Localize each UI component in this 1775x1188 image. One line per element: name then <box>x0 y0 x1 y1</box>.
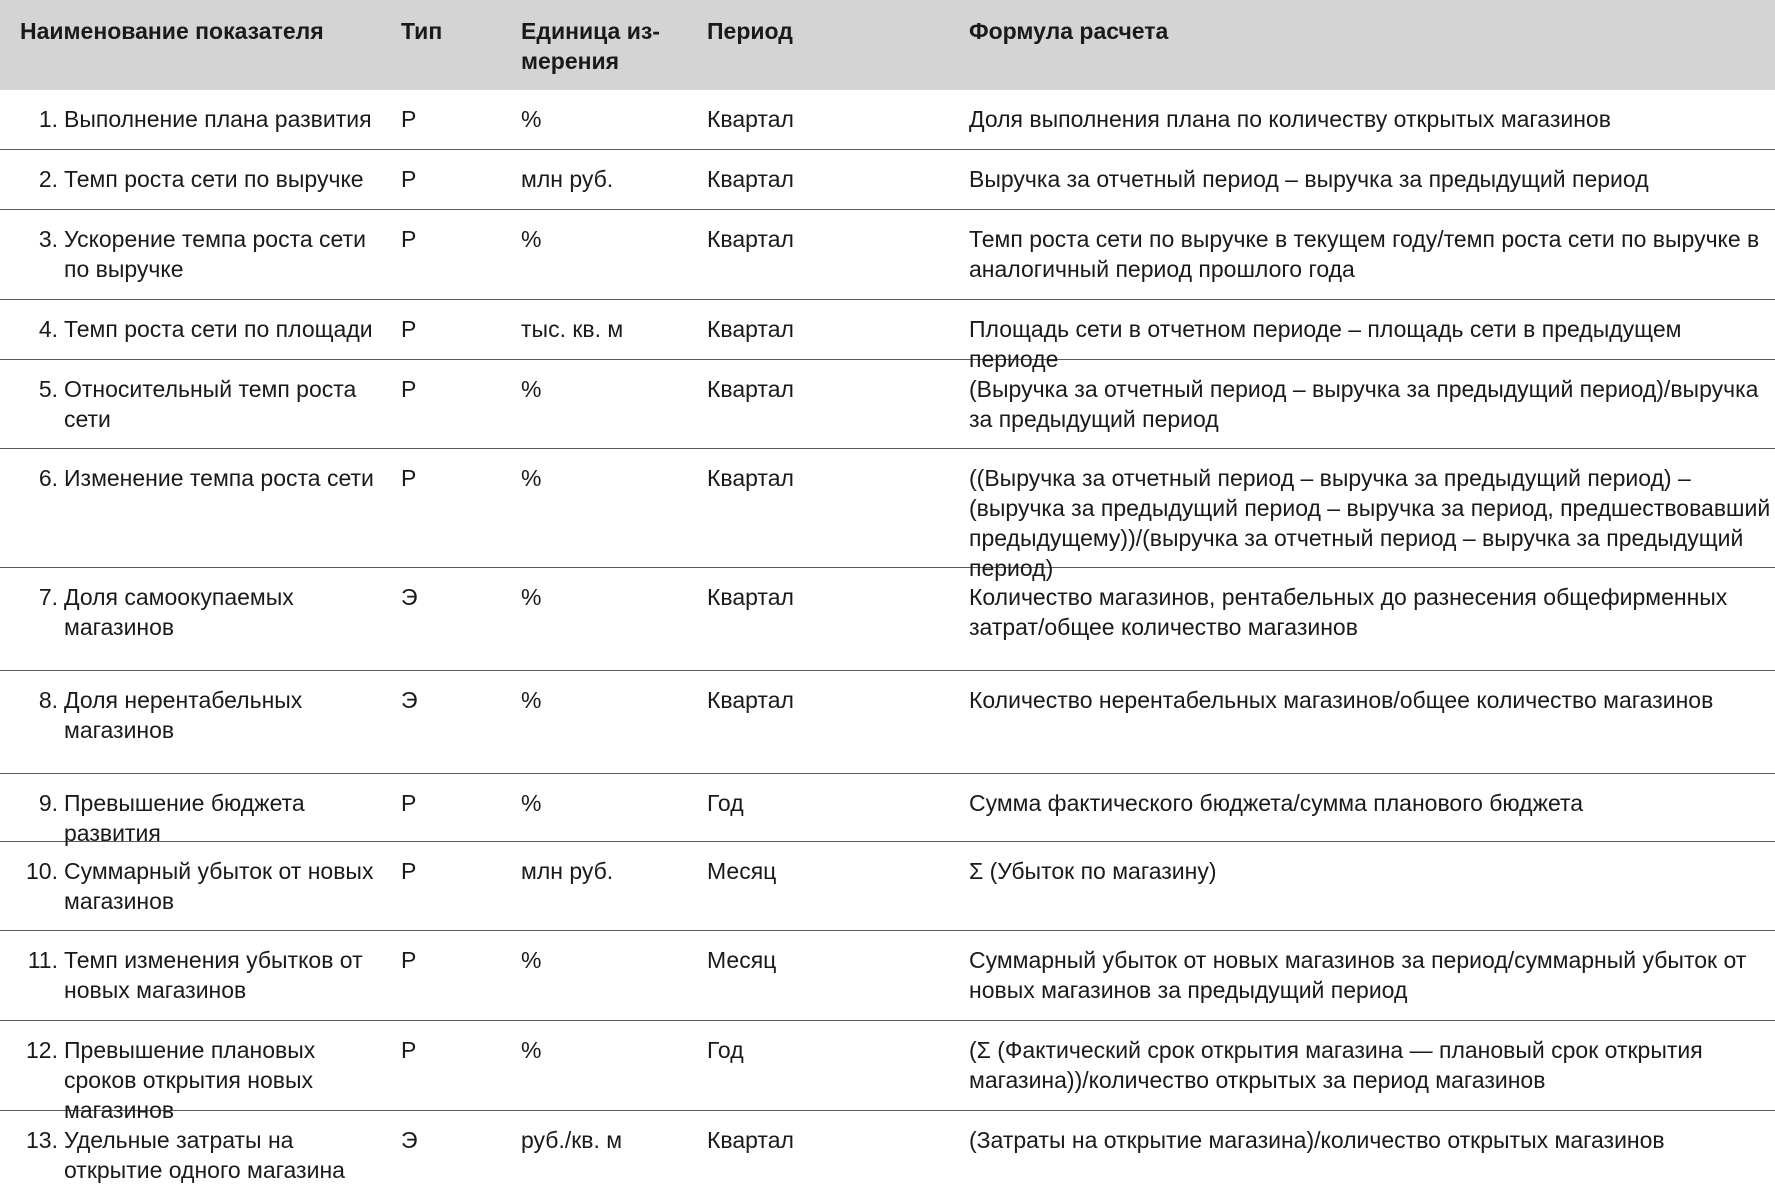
row-number: 7. <box>38 584 58 610</box>
row-unit: % <box>521 106 542 132</box>
row-number: 9. <box>38 790 58 816</box>
table-header-row <box>0 0 1775 90</box>
table-row <box>0 568 1775 671</box>
table-row <box>0 1021 1775 1123</box>
header-unit-line1: Единица из- <box>521 18 660 44</box>
row-name: Темп изменения убытков от новых магазинов <box>64 947 363 1003</box>
row-period: Квартал <box>707 316 794 342</box>
header-name: Наименование показателя <box>20 18 324 44</box>
row-period: Квартал <box>707 106 794 132</box>
row-number: 3. <box>38 226 58 252</box>
row-number: 13. <box>26 1127 58 1153</box>
row-type: Э <box>401 687 418 713</box>
row-number: 8. <box>38 687 58 713</box>
row-type: Э <box>401 584 418 610</box>
row-type: Р <box>401 226 417 252</box>
table-row <box>0 90 1775 150</box>
header-type: Тип <box>401 18 443 44</box>
row-unit: млн руб. <box>521 858 614 884</box>
row-type: Р <box>401 465 417 491</box>
row-formula: Темп роста сети по выручке в текущем году/темп роста сети по выручке в аналогичный период прошлого года <box>969 226 1760 282</box>
row-formula: Количество магазинов, рентабельных до разнесения общефирменных затрат/общее количество магазинов <box>969 584 1728 640</box>
row-period: Год <box>707 790 744 816</box>
row-unit: тыс. кв. м <box>521 316 624 342</box>
row-type: Р <box>401 376 417 402</box>
row-formula: (Затраты на открытие магазина)/количество открытых магазинов <box>969 1127 1665 1153</box>
row-formula: Суммарный убыток от новых магазинов за период/суммарный убыток от новых магазинов за предыдущий период <box>969 947 1747 1003</box>
row-type: Э <box>401 1127 418 1153</box>
row-name: Относительный темп роста сети <box>64 376 357 432</box>
row-formula: Площадь сети в отчетном периоде – площадь сети в предыдущем периоде <box>969 316 1682 372</box>
row-number: 1. <box>38 106 58 132</box>
row-unit: % <box>521 465 542 491</box>
row-name: Доля самоокупаемых магазинов <box>64 584 294 640</box>
row-period: Квартал <box>707 584 794 610</box>
row-period: Квартал <box>707 226 794 252</box>
row-unit: руб./кв. м <box>521 1127 623 1153</box>
row-name: Темп роста сети по выручке <box>64 166 364 192</box>
table-row <box>0 842 1775 931</box>
row-number: 6. <box>38 465 58 491</box>
table-row <box>0 449 1775 581</box>
row-formula: Σ (Убыток по магазину) <box>969 858 1217 884</box>
row-unit: % <box>521 687 542 713</box>
row-number: 5. <box>38 376 58 402</box>
row-period: Квартал <box>707 687 794 713</box>
row-unit: % <box>521 1037 542 1063</box>
row-formula: (Σ (Фактический срок открытия магазина — плановый срок открытия магазина))/количество открытых за период магазинов <box>969 1037 1703 1093</box>
row-type: Р <box>401 947 417 973</box>
row-unit: % <box>521 790 542 816</box>
row-unit: % <box>521 584 542 610</box>
row-period: Месяц <box>707 947 777 973</box>
row-name: Превышение бюджета развития <box>64 790 305 846</box>
table-row <box>0 671 1775 774</box>
table-row <box>0 150 1775 210</box>
row-name: Превышение плановых сроков открытия новых магазинов <box>64 1037 316 1123</box>
row-name: Удельные затраты на открытие одного магазина <box>64 1127 345 1183</box>
row-formula: ((Выручка за отчетный период – выручка за предыдущий период) – (выручка за предыдущий период – выручка за период, предшествовавший предыдущему))/(выручка за отчетный период – выручка за предыдущий период) <box>969 465 1771 581</box>
spacer <box>0 0 20 90</box>
row-name: Суммарный убыток от новых магазинов <box>64 858 374 914</box>
table-row <box>0 774 1775 846</box>
row-number: 12. <box>26 1037 58 1063</box>
row-type: Р <box>401 316 417 342</box>
table-row <box>0 300 1775 372</box>
row-period: Квартал <box>707 465 794 491</box>
row-unit: млн руб. <box>521 166 614 192</box>
row-number: 2. <box>38 166 58 192</box>
header-unit-line2: мерения <box>521 48 620 74</box>
row-unit: % <box>521 226 542 252</box>
row-type: Р <box>401 790 417 816</box>
row-period: Квартал <box>707 1127 794 1153</box>
row-period: Месяц <box>707 858 777 884</box>
row-period: Квартал <box>707 166 794 192</box>
row-period: Год <box>707 1037 744 1063</box>
row-formula: Доля выполнения плана по количеству открытых магазинов <box>969 106 1611 132</box>
row-period: Квартал <box>707 376 794 402</box>
row-name: Изменение темпа роста сети <box>64 465 374 491</box>
table-row <box>0 931 1775 1021</box>
row-type: Р <box>401 106 417 132</box>
header-period: Период <box>707 18 793 44</box>
row-name: Выполнение плана развития <box>64 106 372 132</box>
header-unit <box>521 0 707 90</box>
row-type: Р <box>401 858 417 884</box>
table-row <box>0 210 1775 300</box>
row-number: 10. <box>26 858 58 884</box>
table-row <box>0 360 1775 449</box>
row-formula: Количество нерентабельных магазинов/общее количество магазинов <box>969 687 1714 713</box>
table-row <box>0 1111 1775 1188</box>
row-name: Ускорение темпа роста сети по выручке <box>64 226 366 282</box>
row-name: Доля нерентабельных магазинов <box>64 687 303 743</box>
row-name: Темп роста сети по площади <box>64 316 373 342</box>
row-formula: (Выручка за отчетный период – выручка за предыдущий период)/выручка за предыдущий период <box>969 376 1759 432</box>
row-unit: % <box>521 947 542 973</box>
row-formula: Выручка за отчетный период – выручка за предыдущий период <box>969 166 1649 192</box>
row-number: 4. <box>38 316 58 342</box>
row-unit: % <box>521 376 542 402</box>
row-formula: Сумма фактического бюджета/сумма планового бюджета <box>969 790 1584 816</box>
row-type: Р <box>401 166 417 192</box>
row-number: 11. <box>27 947 58 973</box>
header-formula: Формула расчета <box>969 18 1169 44</box>
row-type: Р <box>401 1037 417 1063</box>
